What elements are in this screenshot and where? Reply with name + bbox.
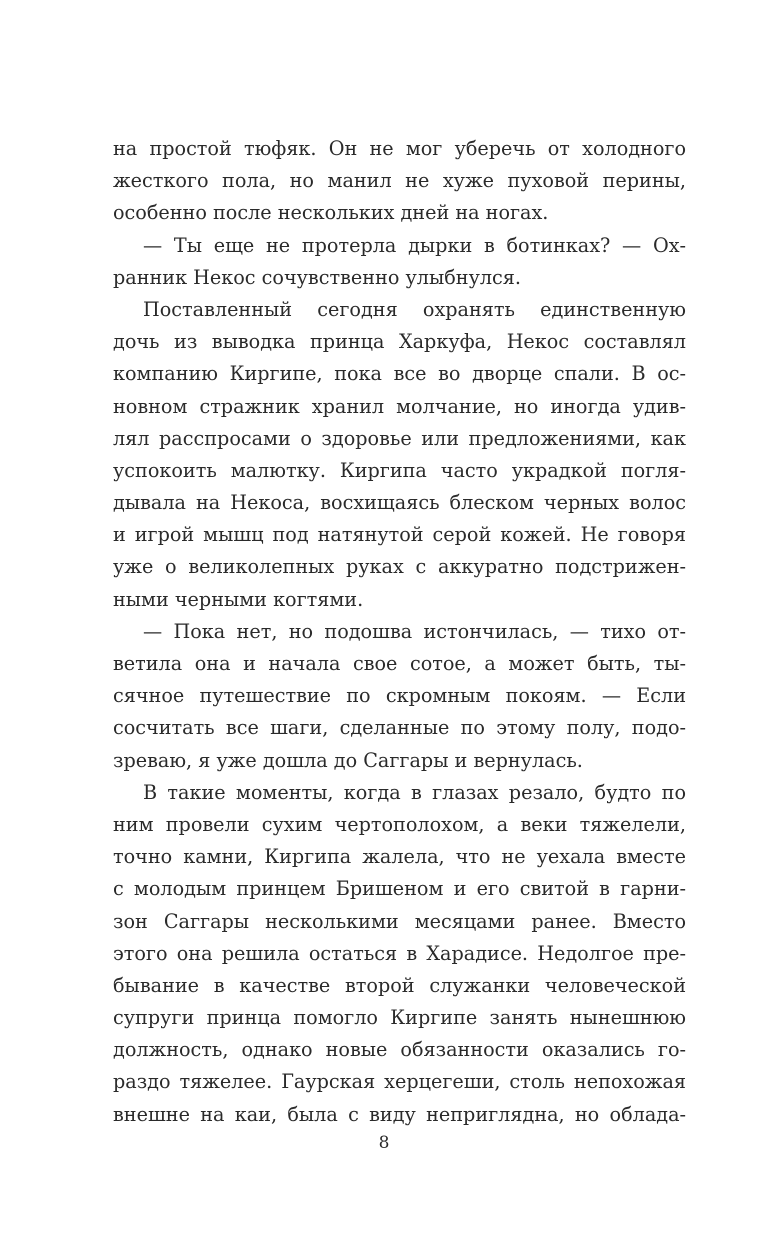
text-line: внешне на каи, была с виду неприглядна, но облада- xyxy=(113,1102,686,1126)
text-line: дочь из выводка принца Харкуфа, Некос составлял xyxy=(113,330,686,354)
text-line: — Пока нет, но подошва истончилась, — тихо от- xyxy=(143,619,686,643)
text-line: раздо тяжелее. Гаурская херцегеши, столь непохожая xyxy=(113,1070,686,1094)
text-line: успокоить малютку. Киргипа часто украдкой погля- xyxy=(113,458,686,482)
text-line: точно камни, Киргипа жалела, что не уехала вместе xyxy=(113,845,686,869)
text-line: сосчитать все шаги, сделанные по этому полу, подо- xyxy=(113,716,686,740)
text-line: этого она решила остаться в Харадисе. Недолгое пре- xyxy=(113,941,686,965)
text-line: ветила она и начала свое сотое, а может быть, ты- xyxy=(113,652,686,675)
text-line: особенно после нескольких дней на ногах. xyxy=(113,201,549,225)
text-line: супруги принца помогло Киргипе занять нынешнюю xyxy=(113,1006,686,1030)
text-line: и игрой мышц под натянутой серой кожей. Не говоря xyxy=(113,523,686,547)
text-line: — Ты еще не протерла дырки в ботинках? — Ох- xyxy=(143,233,686,257)
text-line: ним провели сухим чертополохом, а веки тяжелели, xyxy=(113,812,686,836)
text-line: бывание в качестве второй служанки человеческой xyxy=(113,973,686,997)
text-line: компанию Киргипе, пока все во дворце спали. В ос- xyxy=(113,362,686,386)
text-line: уже о великолепных руках с аккуратно подстрижен- xyxy=(113,555,686,579)
text-line: В такие моменты, когда в глазах резало, будто по xyxy=(143,780,686,804)
text-line: новном стражник хранил молчание, но иногда удив- xyxy=(113,394,686,418)
text-line: ранник Некос сочувственно улыбнулся. xyxy=(113,265,521,289)
text-line: жесткого пола, но манил не хуже пуховой перины, xyxy=(113,169,686,193)
page-number: 8 xyxy=(378,1133,390,1153)
text-line: дывала на Некоса, восхищаясь блеском черных волос xyxy=(113,491,686,515)
text-line: должность, однако новые обязанности оказались го- xyxy=(113,1038,686,1062)
text-line: Поставленный сегодня охранять единственную xyxy=(143,297,686,321)
text-line: сячное путешествие по скромным покоям. — Если xyxy=(113,684,686,708)
text-line: с молодым принцем Бришеном и его свитой в гарни- xyxy=(113,877,686,901)
text-line: зон Саггары несколькими месяцами ранее. Вместо xyxy=(113,909,686,933)
text-line: зреваю, я уже дошла до Саггары и вернулась. xyxy=(113,748,583,772)
body-text xyxy=(113,133,686,1131)
text-line: лял расспросами о здоровье или предложениями, как xyxy=(113,426,686,450)
text-line: на простой тюфяк. Он не мог уберечь от холодного xyxy=(113,137,686,160)
text-line: ными черными когтями. xyxy=(113,587,364,611)
